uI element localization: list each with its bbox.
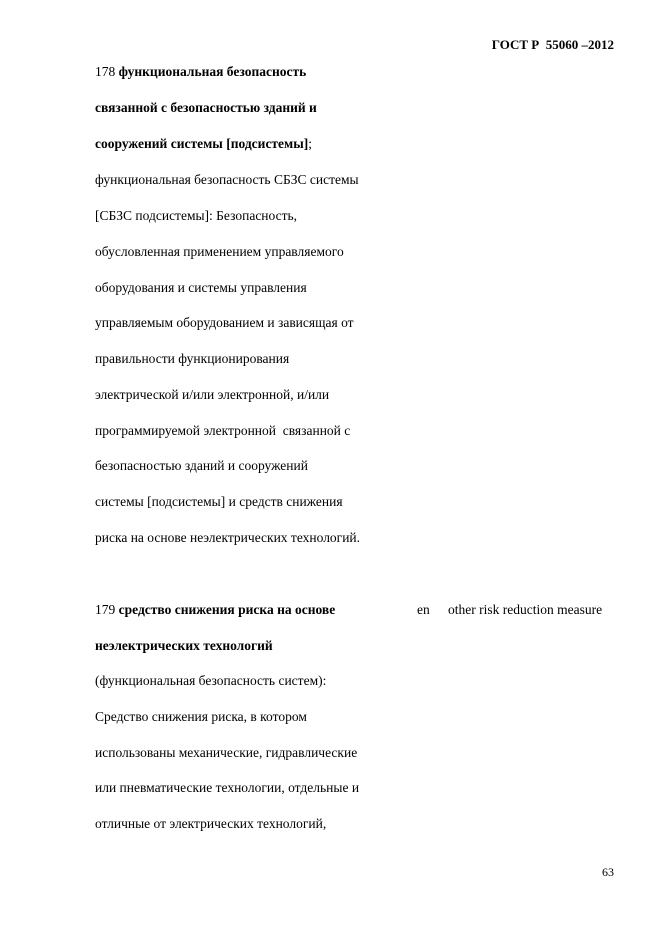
term-178-title-line-3	[95, 136, 312, 152]
term-179-number: 179	[95, 602, 119, 617]
term-178-title-suffix: ;	[308, 136, 313, 151]
term-178-body-line: безопасностью зданий и сооружений	[95, 458, 308, 473]
english-equivalent: other risk reduction measure	[448, 602, 603, 617]
term-178-title-text-3: сооружений системы [подсистемы]	[95, 136, 309, 151]
term-178-body-line: [СБЗС подсистемы]: Безопасность,	[95, 208, 298, 223]
term-178-body-line: правильности функционирования	[95, 351, 290, 366]
term-178-body-line: электрической и/или электронной, и/или	[95, 387, 330, 402]
term-179-body-line: (функциональная безопасность систем):	[95, 673, 327, 688]
term-179-title-line-1	[95, 602, 335, 618]
term-178-number: 178	[95, 64, 119, 79]
term-178-title-text-1: функциональная безопасность	[118, 64, 307, 79]
term-179-body-line: Средство снижения риска, в котором	[95, 709, 307, 724]
document-header: ГОСТ Р 55060 –2012	[491, 37, 614, 52]
term-178-body-line: программируемой электронной связанной с	[95, 423, 351, 438]
language-code: en	[417, 602, 430, 617]
page-number: 63	[602, 865, 614, 879]
term-178-body-line: оборудования и системы управления	[95, 280, 307, 295]
term-178-title-line-1	[95, 64, 306, 80]
term-178-body-line: управляемым оборудованием и зависящая от	[95, 315, 354, 330]
term-179-body-line: отличные от электрических технологий,	[95, 816, 327, 831]
term-179-title-line-2: неэлектрических технологий	[95, 638, 273, 653]
term-178-body-line: системы [подсистемы] и средств снижения	[95, 494, 343, 509]
term-178-body-line: обусловленная применением управляемого	[95, 244, 344, 259]
term-179-title-text-1: средство снижения риска на основе	[118, 602, 336, 617]
term-179-body-line: или пневматические технологии, отдельные и	[95, 780, 360, 795]
term-178-body-line: функциональная безопасность СБЗС системы	[95, 172, 359, 187]
term-178-body-line: риска на основе неэлектрических технологий.	[95, 530, 361, 545]
term-179-body-line: использованы механические, гидравлические	[95, 745, 358, 760]
term-178-title-line-2: связанной с безопасностью зданий и	[95, 100, 317, 115]
